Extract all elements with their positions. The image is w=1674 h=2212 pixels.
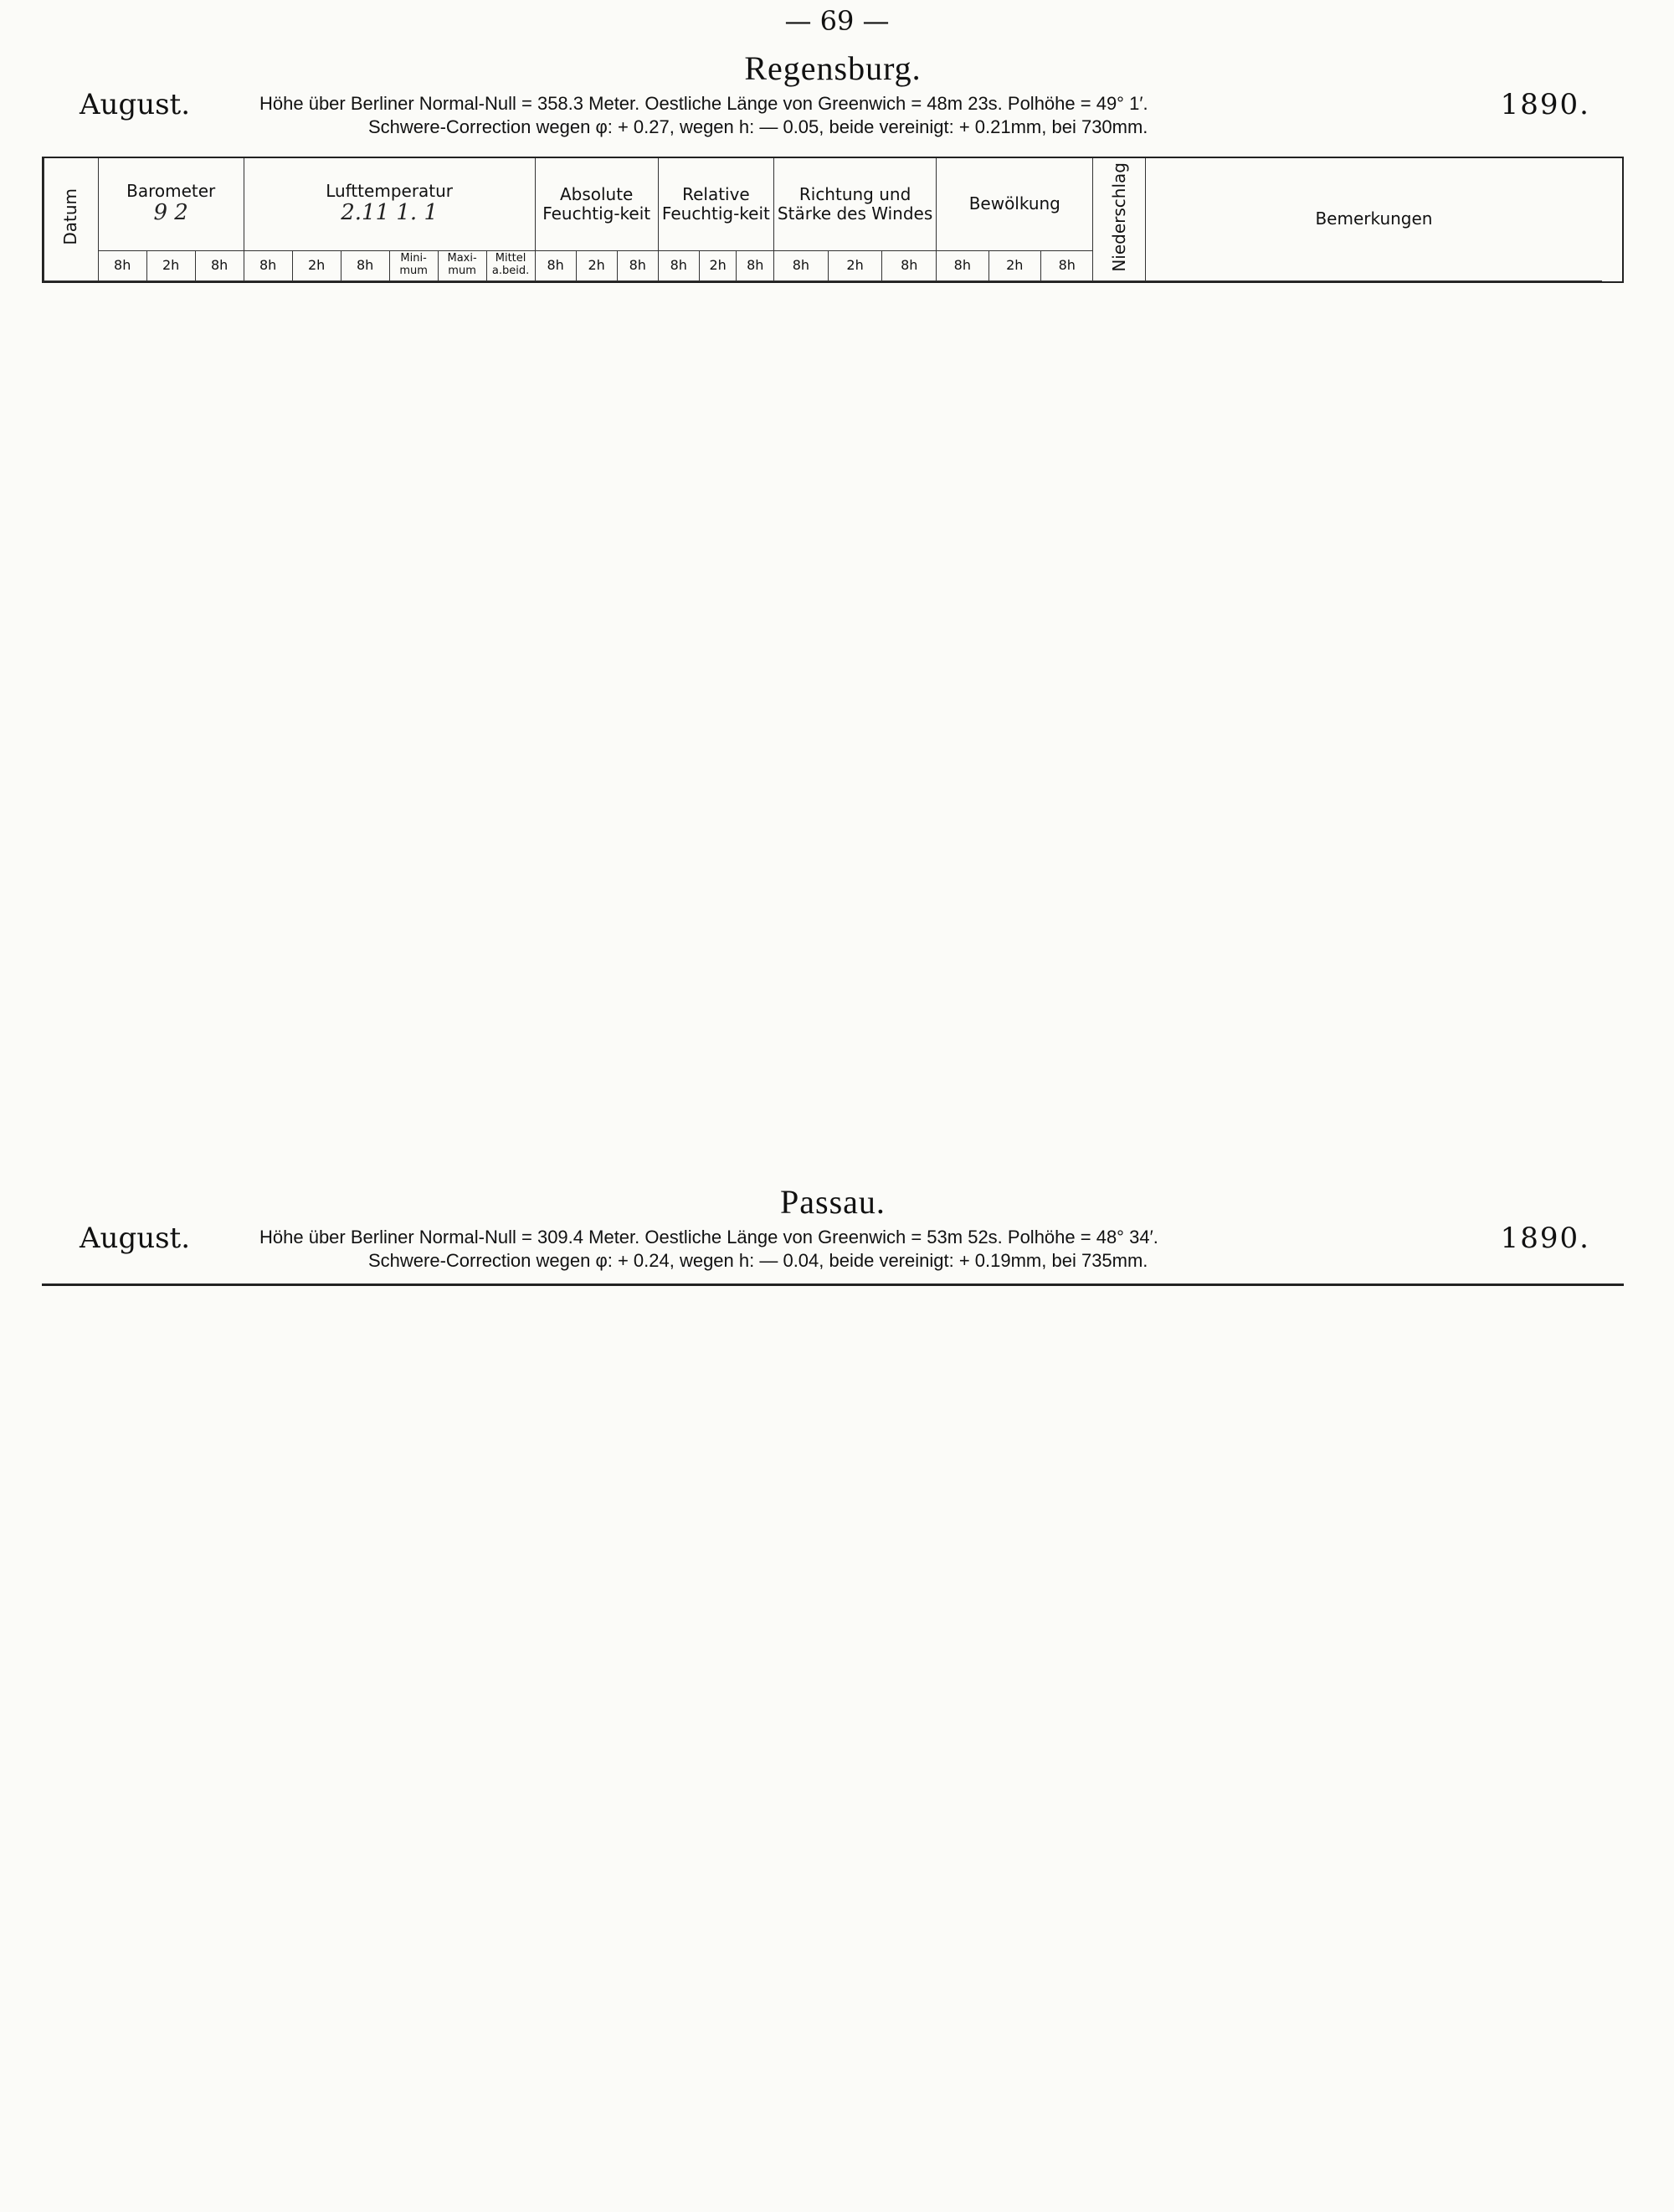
time-subheader: 8h	[535, 250, 576, 280]
observation-table-frame	[42, 1283, 1624, 1286]
page-number: — 69 —	[784, 5, 890, 37]
gravity-correction-line: Schwere-Correction wegen φ: + 0.24, wegen h: — 0.04, beide vereinigt: + 0.19mm, bei 735mm.	[368, 1250, 1148, 1271]
gravity-correction-line: Schwere-Correction wegen φ: + 0.27, wegen h: — 0.05, beide vereinigt: + 0.21mm, bei 730mm.	[368, 116, 1148, 137]
time-subheader: 8h	[658, 250, 699, 280]
time-subheader: 8h	[1041, 250, 1093, 280]
station-meta	[42, 88, 1624, 147]
datum-header-label: Datum	[60, 188, 81, 246]
precipitation-header-label: Niederschlag	[1108, 162, 1129, 272]
time-subheader: 8h	[244, 250, 292, 280]
relative-humidity-header: Relative Feuchtig-keit	[658, 158, 773, 250]
datum-header	[44, 158, 99, 280]
year-label: 1890.	[1500, 88, 1590, 121]
time-subheader: Mini-mum	[389, 250, 438, 280]
time-subheader: 2h	[146, 250, 195, 280]
station-title: Passau.	[780, 1183, 886, 1221]
time-subheader: Mittel a.beid.	[486, 250, 535, 280]
cloudiness-header: Bewölkung	[937, 158, 1093, 250]
wind-header: Richtung und Stärke des Windes	[774, 158, 937, 250]
observation-table	[44, 158, 1602, 281]
time-subheader: 8h	[882, 250, 937, 280]
time-subheader: 8h	[98, 250, 146, 280]
time-subheader: 2h	[988, 250, 1040, 280]
time-subheader: Maxi-mum	[438, 250, 486, 280]
station-regensburg	[42, 49, 1624, 283]
barometer-header	[98, 158, 244, 250]
air-temperature-header-label: Lufttemperatur	[326, 181, 454, 202]
time-subheader: 8h	[617, 250, 658, 280]
time-subheader: 8h	[937, 250, 988, 280]
time-subheader: 8h	[737, 250, 774, 280]
handwritten-annotation: 9 2	[153, 200, 188, 226]
header-row	[44, 158, 1603, 250]
month-label: August.	[80, 1222, 191, 1255]
month-label: August.	[80, 88, 191, 121]
station-title: Regensburg.	[744, 49, 922, 87]
air-temperature-header	[244, 158, 535, 250]
station-location-line: Höhe über Berliner Normal-Null = 358.3 Meter. Oestliche Länge von Greenwich = 48m 23s. Polhöhe = 49° 1′.	[259, 93, 1148, 114]
time-subheader: 2h	[828, 250, 882, 280]
time-subheader: 2h	[292, 250, 341, 280]
time-subheader: 2h	[576, 250, 617, 280]
barometer-header-label: Barometer	[126, 181, 216, 202]
time-subheader: 8h	[341, 250, 389, 280]
absolute-humidity-header: Absolute Feuchtig-keit	[535, 158, 658, 250]
precipitation-header	[1093, 158, 1145, 280]
year-label: 1890.	[1500, 1222, 1590, 1255]
observation-table-frame	[42, 157, 1624, 283]
remarks-header: Bemerkungen	[1145, 158, 1602, 280]
time-subheader: 8h	[774, 250, 829, 280]
station-passau	[42, 1182, 1624, 1286]
station-location-line: Höhe über Berliner Normal-Null = 309.4 Meter. Oestliche Länge von Greenwich = 53m 52s. Polhöhe = 48° 34′.	[259, 1227, 1158, 1247]
handwritten-annotation: 2.11 1. 1	[341, 200, 438, 226]
station-meta	[42, 1222, 1624, 1280]
time-subheader: 8h	[195, 250, 244, 280]
time-subheader: 2h	[699, 250, 737, 280]
